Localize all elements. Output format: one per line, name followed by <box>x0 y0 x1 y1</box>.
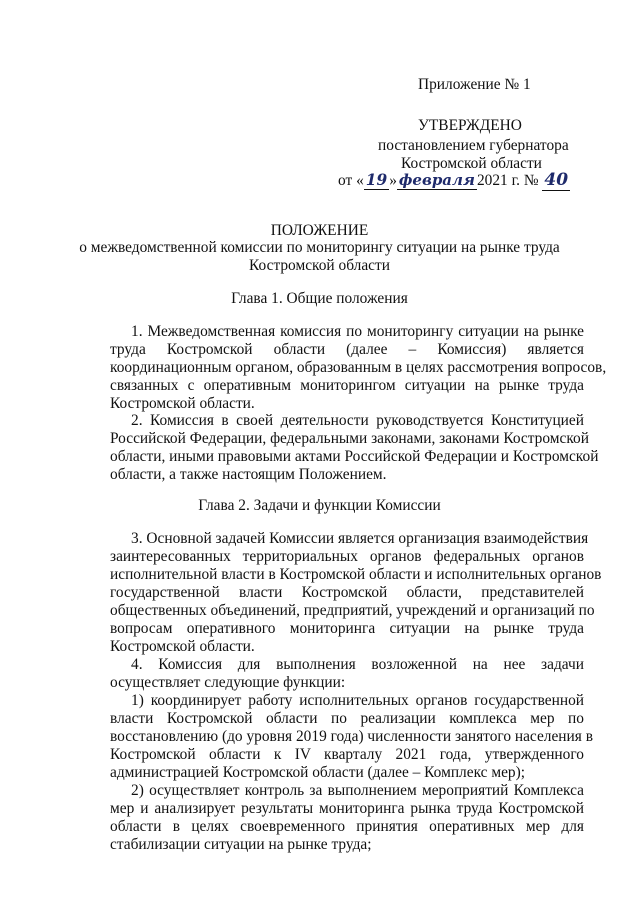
date-year: 2021 г. № <box>476 172 539 189</box>
paragraph-line: связанных с оперативным мониторингом ситуации на рынке труда <box>110 377 584 394</box>
doc-title: ПОЛОЖЕНИЕ <box>270 222 369 239</box>
decree-line-1: постановлением губернатора <box>378 137 569 154</box>
decree-line-2: Костромской области <box>401 155 542 172</box>
paragraph-line: администрацией Костромской области (далее – Комплекс мер); <box>110 764 526 781</box>
paragraph-line: координационным органом, образованным в целях рассмотрения вопросов, <box>110 359 607 376</box>
doc-subtitle-line-1: о межведомственной комиссии по мониторингу ситуации на рынке труда <box>79 239 560 256</box>
paragraph-line: исполнительной власти в Костромской области и исполнительных органов <box>110 566 602 583</box>
paragraph-line: власти Костромской области по реализации комплекса мер по <box>110 710 584 727</box>
chapter-2-heading: Глава 2. Задачи и функции Комиссии <box>198 497 441 514</box>
date-day: 19 <box>365 171 388 189</box>
paragraph-line: области в целях своевременного принятия оперативных мер для <box>110 818 584 835</box>
paragraph-line: области, иными правовыми актами Российской Федерации и Костромской <box>110 448 599 465</box>
paragraph-line: Костромской области к IV кварталу 2021 года, утвержденного <box>110 746 584 763</box>
paragraph-line: общественных объединений, предприятий, учреждений и организаций по <box>110 602 595 619</box>
paragraph-line: 2. Комиссия в своей деятельности руководствуется Конституцией <box>131 412 584 429</box>
chapter-1-heading: Глава 1. Общие положения <box>231 290 408 307</box>
paragraph-line: 3. Основной задачей Комиссии является организация взаимодействия <box>131 530 589 547</box>
paragraph-line: стабилизации ситуации на рынке труда; <box>110 836 372 853</box>
appendix-label: Приложение № 1 <box>418 76 531 93</box>
paragraph-line: 1) координирует работу исполнительных органов государственной <box>131 692 584 709</box>
approved-label: УТВЕРЖДЕНО <box>418 117 522 134</box>
date-number: 40 <box>544 170 569 190</box>
paragraph-line: мер и анализирует результаты мониторинга рынка труда Костромской <box>110 800 584 817</box>
date-mid: » <box>389 172 397 189</box>
paragraph-line: 4. Комиссия для выполнения возложенной на нее задачи <box>131 656 584 673</box>
date-prefix: от « <box>338 172 364 189</box>
paragraph-line: Костромской области. <box>110 395 255 412</box>
paragraph-line: 2) осуществляет контроль за выполнением мероприятий Комплекса <box>131 782 584 799</box>
doc-subtitle-line-2: Костромской области <box>249 257 390 274</box>
paragraph-line: государственной власти Костромской области, представителей <box>110 584 584 601</box>
paragraph-line: 1. Межведомственная комиссия по мониторингу ситуации на рынке <box>131 323 584 340</box>
paragraph-line: осуществляет следующие функции: <box>110 674 346 691</box>
date-month: февраля <box>398 171 475 189</box>
paragraph-line: вопросам оперативного мониторинга ситуации на рынке труда <box>110 620 584 637</box>
paragraph-line: восстановлению (до уровня 2019 года) численности занятого населения в <box>110 728 593 745</box>
paragraph-line: Костромской области. <box>110 638 255 655</box>
paragraph-line: области, а также настоящим Положением. <box>110 466 387 483</box>
paragraph-line: заинтересованных территориальных органов федеральных органов <box>110 548 584 565</box>
decree-date <box>338 170 570 191</box>
paragraph-line: Российской Федерации, федеральными законами, законами Костромской <box>110 430 589 447</box>
paragraph-line: труда Костромской области (далее – Комиссия) является <box>110 341 584 358</box>
